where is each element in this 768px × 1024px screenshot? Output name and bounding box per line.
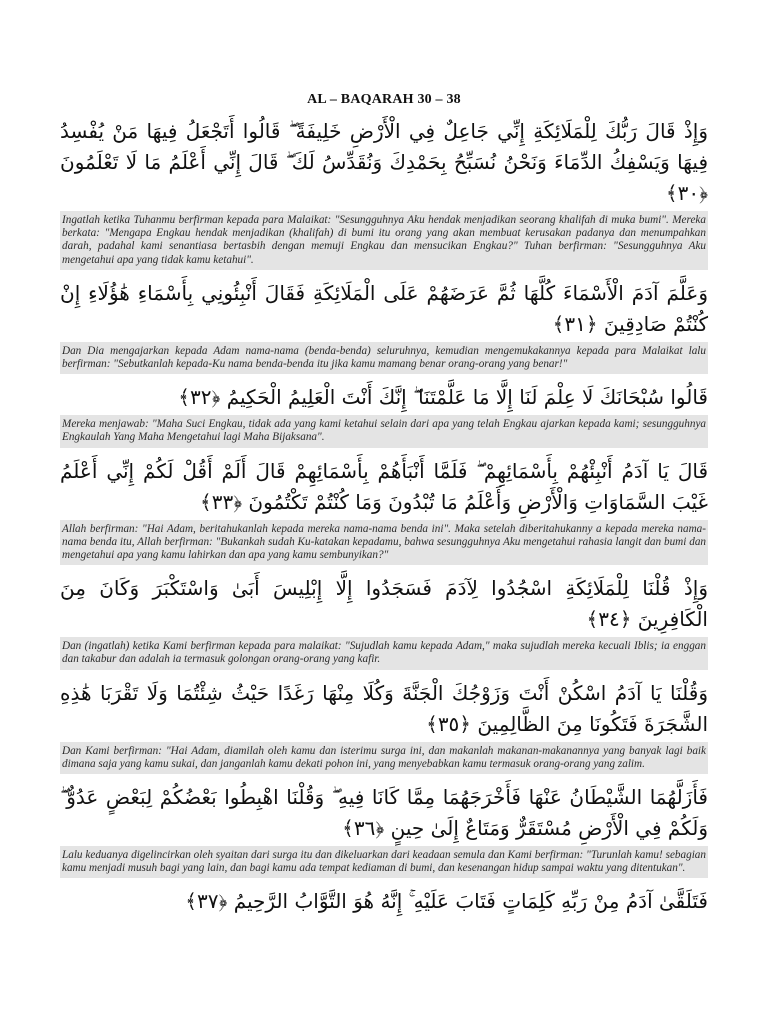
translation-32: Mereka menjawab: "Maha Suci Engkau, tidak ada yang kami ketahui selain dari apa yang telah Engkau ajarkan kepada kami; sesungguhnya Engkaulah Yang Maha Mengetahui lagi Maha Bijaksana". bbox=[60, 415, 708, 447]
verse-block-30 bbox=[60, 114, 708, 270]
arabic-verse-31: وَعَلَّمَ آدَمَ الْأَسْمَاءَ كُلَّهَا ثُمَّ عَرَضَهُمْ عَلَى الْمَلَائِكَةِ فَقَالَ أَنْبِئُونِي بِأَسْمَاءِ هَٰؤُلَاءِ إِنْ كُنْتُمْ صَادِقِينَ ﴿٣١﴾ bbox=[60, 280, 708, 336]
verse-block-33 bbox=[60, 454, 708, 566]
verse-block-36 bbox=[60, 780, 708, 878]
verse-block-37 bbox=[60, 884, 708, 919]
translation-31: Dan Dia mengajarkan kepada Adam nama-nama (benda-benda) seluruhnya, kemudian mengemukakannya kepada para Malaikat lalu berfirman: "Sebutkanlah kepada-Ku nama benda-benda itu jika kamu mamang benar orang-orang yang benar!" bbox=[60, 342, 708, 374]
verse-block-32 bbox=[60, 380, 708, 447]
arabic-verse-32: قَالُوا سُبْحَانَكَ لَا عِلْمَ لَنَا إِلَّا مَا عَلَّمْتَنَا ۖ إِنَّكَ أَنْتَ الْعَلِيمُ الْحَكِيمُ ﴿٣٢﴾ bbox=[178, 385, 708, 410]
arabic-verse-33: قَالَ يَا آدَمُ أَنْبِئْهُمْ بِأَسْمَائِهِمْ ۖ فَلَمَّا أَنْبَأَهُمْ بِأَسْمَائِهِمْ قَالَ أَلَمْ أَقُلْ لَكُمْ إِنِّي أَعْلَمُ غَيْبَ السَّمَاوَاتِ وَالْأَرْضِ وَأَعْلَمُ مَا تُبْدُونَ وَمَا كُنْتُمْ تَكْتُمُونَ ﴿٣٣﴾ bbox=[60, 458, 708, 514]
translation-35: Dan Kami berfirman: "Hai Adam, diamilah oleh kamu dan isterimu surga ini, dan makanlah makanan-makanannya yang banyak lagi baik dimana saja yang kamu sukai, dan janganlah kamu dekati pohon ini, yang menyebabkan kamu termasuk orang-orang yang zalim. bbox=[60, 742, 708, 774]
arabic-verse-34: وَإِذْ قُلْنَا لِلْمَلَائِكَةِ اسْجُدُوا لِآدَمَ فَسَجَدُوا إِلَّا إِبْلِيسَ أَبَىٰ وَاسْتَكْبَرَ وَكَانَ مِنَ الْكَافِرِينَ ﴿٣٤﴾ bbox=[60, 576, 708, 632]
arabic-verse-37: فَتَلَقَّىٰ آدَمُ مِنْ رَبِّهِ كَلِمَاتٍ فَتَابَ عَلَيْهِ ۚ إِنَّهُ هُوَ التَّوَّابُ الرَّحِيمُ ﴿٣٧﴾ bbox=[185, 889, 708, 914]
page-title: AL – BAQARAH 30 – 38 bbox=[307, 92, 461, 107]
verse-block-34 bbox=[60, 571, 708, 669]
translation-30: Ingatlah ketika Tuhanmu berfirman kepada para Malaikat: "Sesungguhnya Aku hendak menjadikan seorang khalifah di muka bumi". Mereka berkata: "Mengapa Engkau hendak menjadikan (khalifah) di bumi itu orang yang akan membuat kerusakan padanya dan menumpahkan darah, padahal kami senantiasa bertasbih dengan memuji Engkau dan mensucikan Engkau?" Tuhan berfirman: "Sesungguhnya Aku mengetahui apa yang tidak kamu ketahui". bbox=[60, 211, 708, 270]
arabic-verse-36: فَأَزَلَّهُمَا الشَّيْطَانُ عَنْهَا فَأَخْرَجَهُمَا مِمَّا كَانَا فِيهِ ۖ وَقُلْنَا اهْبِطُوا بَعْضُكُمْ لِبَعْضٍ عَدُوٌّ ۖ وَلَكُمْ فِي الْأَرْضِ مُسْتَقَرٌّ وَمَتَاعٌ إِلَىٰ حِينٍ ﴿٣٦﴾ bbox=[60, 785, 708, 841]
translation-34: Dan (ingatlah) ketika Kami berfirman kepada para malaikat: "Sujudlah kamu kepada Adam," maka sujudlah mereka kecuali Iblis; ia enggan dan takabur dan adalah ia termasuk golongan orang-orang yang kafir. bbox=[60, 637, 708, 669]
translation-36: Lalu keduanya digelincirkan oleh syaitan dari surga itu dan dikeluarkan dari keadaan semula dan Kami berfirman: "Turunlah kamu! sebagian kamu menjadi musuh bagi yang lain, dan bagi kamu ada tempat kediaman di bumi, dan kesenangan hidup sampai waktu yang ditentukan". bbox=[60, 846, 708, 878]
verse-block-35 bbox=[60, 676, 708, 774]
translation-33: Allah berfirman: "Hai Adam, beritahukanlah kepada mereka nama-nama benda ini". Maka setelah diberitahukanny a kepada mereka nama-nama benda itu, Allah berfirman: "Bukankah sudah Ku-katakan kepadamu, bahwa sesungguhnya Aku mengetahui rahasia langit dan bumi dan mengetahui apa yang kamu lahirkan dan apa yang kamu sembunyikan?" bbox=[60, 520, 708, 566]
verse-block-31 bbox=[60, 276, 708, 374]
arabic-verse-30: وَإِذْ قَالَ رَبُّكَ لِلْمَلَائِكَةِ إِنِّي جَاعِلٌ فِي الْأَرْضِ خَلِيفَةً ۖ قَالُوا أَتَجْعَلُ فِيهَا مَنْ يُفْسِدُ فِيهَا وَيَسْفِكُ الدِّمَاءَ وَنَحْنُ نُسَبِّحُ بِحَمْدِكَ وَنُقَدِّسُ لَكَ ۖ قَالَ إِنِّي أَعْلَمُ مَا لَا تَعْلَمُونَ ﴿٣٠﴾ bbox=[60, 119, 708, 205]
arabic-verse-35: وَقُلْنَا يَا آدَمُ اسْكُنْ أَنْتَ وَزَوْجُكَ الْجَنَّةَ وَكُلَا مِنْهَا رَغَدًا حَيْثُ شِئْتُمَا وَلَا تَقْرَبَا هَٰذِهِ الشَّجَرَةَ فَتَكُونَا مِنَ الظَّالِمِينَ ﴿٣٥﴾ bbox=[60, 680, 708, 736]
